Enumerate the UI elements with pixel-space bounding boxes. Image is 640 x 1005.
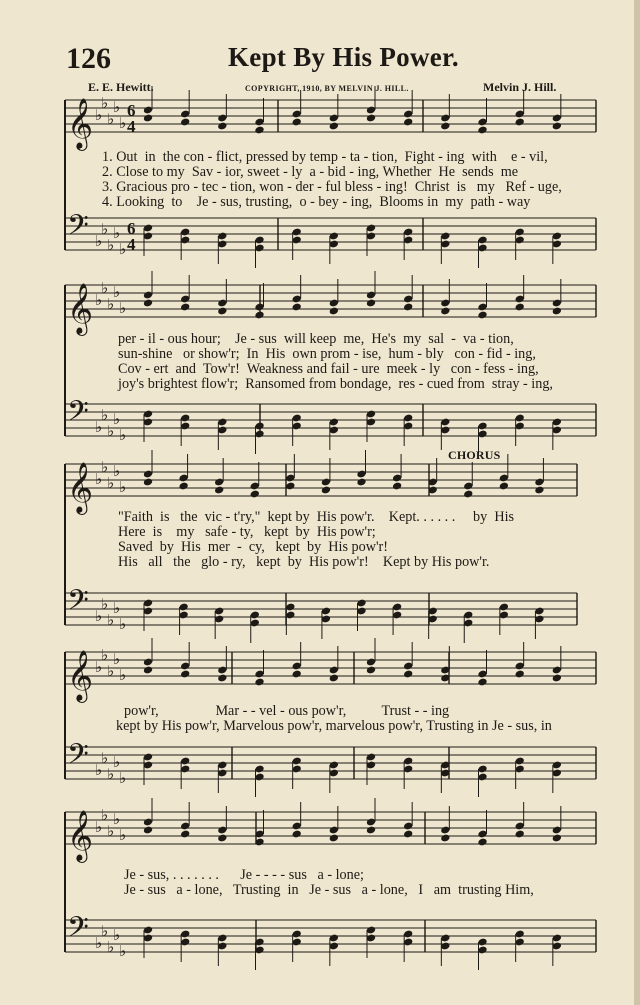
note-head bbox=[403, 303, 413, 312]
flat-icon: ♭ bbox=[119, 240, 127, 258]
note-head bbox=[329, 307, 339, 316]
note-head bbox=[292, 303, 302, 312]
note-head bbox=[254, 126, 264, 135]
note-head bbox=[440, 307, 450, 316]
note-head bbox=[143, 666, 153, 675]
note-head bbox=[217, 307, 227, 316]
time-signature-top: 6 bbox=[127, 219, 136, 238]
note-head bbox=[214, 486, 224, 495]
note-head bbox=[515, 303, 525, 312]
note-head bbox=[534, 486, 544, 495]
note-head bbox=[254, 678, 264, 687]
note-head bbox=[403, 670, 413, 679]
composer: Melvin J. Hill. bbox=[483, 80, 557, 94]
note-head bbox=[178, 482, 188, 491]
flat-icon: ♭ bbox=[113, 410, 121, 428]
note-head bbox=[477, 678, 487, 687]
time-signature-bottom: 4 bbox=[127, 235, 136, 254]
lyric-line: 4. Looking to Je - sus, trusting, o - bey - ing, Blooms in my path - way bbox=[102, 194, 531, 210]
flat-icon: ♭ bbox=[113, 283, 121, 301]
note-head bbox=[292, 670, 302, 679]
note-head bbox=[552, 674, 562, 683]
lyric-line: sun-shine or show'r; In His own prom - ise, hum - bly con - fid - ing, bbox=[118, 346, 536, 362]
bass-clef-icon: 𝄢 bbox=[67, 911, 89, 951]
lyric-line: Je - sus a - lone, Trusting in Je - sus a - lone, I am trusting Him, bbox=[124, 882, 534, 898]
note-head bbox=[515, 118, 525, 127]
flat-icon: ♭ bbox=[107, 295, 115, 313]
flat-icon: ♭ bbox=[119, 426, 127, 444]
note-head bbox=[180, 830, 190, 839]
flat-icon: ♭ bbox=[101, 749, 109, 767]
note-head bbox=[440, 834, 450, 843]
hymn-title: Kept By His Power. bbox=[228, 42, 459, 72]
lyric-line: kept by His pow'r, Marvelous pow'r, marvelous pow'r, Trusting in Je - sus, in bbox=[116, 718, 552, 734]
flat-icon: ♭ bbox=[101, 646, 109, 664]
bass-clef-icon: 𝄢 bbox=[67, 209, 89, 249]
lyric-line: Cov - ert and Tow'r! Weakness and fail - ure meek - ly con - fess - ing, bbox=[118, 361, 539, 377]
note-head bbox=[180, 118, 190, 127]
flat-icon: ♭ bbox=[95, 106, 103, 124]
flat-icon: ♭ bbox=[113, 98, 121, 116]
lyric-line: joy's brightest flow'r; Ransomed from bondage, res - cued from stray - ing, bbox=[118, 376, 553, 392]
flat-icon: ♭ bbox=[95, 418, 103, 436]
note-head bbox=[477, 126, 487, 135]
note-head bbox=[329, 834, 339, 843]
treble-clef-icon: 𝄞 bbox=[67, 283, 94, 334]
flat-icon: ♭ bbox=[107, 765, 115, 783]
flat-icon: ♭ bbox=[119, 478, 127, 496]
note-head bbox=[366, 299, 376, 308]
flat-icon: ♭ bbox=[113, 224, 121, 242]
note-head bbox=[285, 482, 295, 491]
flat-icon: ♭ bbox=[95, 470, 103, 488]
note-head bbox=[254, 311, 264, 320]
bass-clef-icon: 𝄢 bbox=[67, 395, 89, 435]
note-head bbox=[143, 114, 153, 123]
note-head bbox=[321, 486, 331, 495]
time-signature-top: 6 bbox=[127, 101, 136, 120]
note-head bbox=[477, 838, 487, 847]
flat-icon: ♭ bbox=[101, 595, 109, 613]
note-head bbox=[366, 666, 376, 675]
bass-clef-icon: 𝄢 bbox=[67, 738, 89, 778]
note-head bbox=[552, 834, 562, 843]
hymn-number: 126 bbox=[66, 42, 111, 75]
lyric-line: His all the glo - ry, kept by His pow'r! Kept by His pow'r. bbox=[118, 554, 490, 570]
note-head bbox=[440, 122, 450, 131]
treble-clef-icon: 𝄞 bbox=[67, 98, 94, 149]
note-head bbox=[515, 670, 525, 679]
note-head bbox=[329, 122, 339, 131]
flat-icon: ♭ bbox=[107, 474, 115, 492]
author: E. E. Hewitt. bbox=[88, 80, 154, 94]
copyright-notice: COPYRIGHT, 1910, BY MELVIN J. HILL. bbox=[245, 84, 409, 93]
flat-icon: ♭ bbox=[101, 922, 109, 940]
flat-icon: ♭ bbox=[101, 220, 109, 238]
note-head bbox=[366, 114, 376, 123]
note-head bbox=[143, 478, 153, 487]
note-head bbox=[515, 830, 525, 839]
flat-icon: ♭ bbox=[95, 818, 103, 836]
treble-clef-icon: 𝄞 bbox=[67, 462, 94, 513]
flat-icon: ♭ bbox=[113, 926, 121, 944]
time-signature-bottom: 4 bbox=[127, 117, 136, 136]
flat-icon: ♭ bbox=[107, 110, 115, 128]
chorus-label: CHORUS bbox=[448, 448, 501, 462]
note-head bbox=[552, 122, 562, 131]
flat-icon: ♭ bbox=[107, 662, 115, 680]
note-head bbox=[143, 826, 153, 835]
lyric-line: Saved by His mer - cy, kept by His pow'r! bbox=[118, 539, 388, 555]
flat-icon: ♭ bbox=[119, 615, 127, 633]
flat-icon: ♭ bbox=[107, 938, 115, 956]
note-head bbox=[180, 670, 190, 679]
treble-clef-icon: 𝄞 bbox=[67, 650, 94, 701]
note-head bbox=[250, 490, 260, 499]
flat-icon: ♭ bbox=[101, 94, 109, 112]
note-head bbox=[366, 826, 376, 835]
flat-icon: ♭ bbox=[95, 934, 103, 952]
flat-icon: ♭ bbox=[113, 753, 121, 771]
note-head bbox=[292, 118, 302, 127]
lyric-line: "Faith is the vic - t'ry," kept by His pow'r. Kept. . . . . . by His bbox=[118, 509, 515, 525]
note-head bbox=[463, 490, 473, 499]
flat-icon: ♭ bbox=[113, 599, 121, 617]
flat-icon: ♭ bbox=[95, 232, 103, 250]
treble-clef-icon: 𝄞 bbox=[67, 810, 94, 861]
flat-icon: ♭ bbox=[95, 761, 103, 779]
flat-icon: ♭ bbox=[119, 826, 127, 844]
note-head bbox=[143, 299, 153, 308]
flat-icon: ♭ bbox=[101, 279, 109, 297]
note-head bbox=[180, 303, 190, 312]
note-head bbox=[292, 830, 302, 839]
lyric-line: 2. Close to my Sav - ior, sweet - ly a - bid - ing, Whether He sends me bbox=[102, 164, 519, 180]
flat-icon: ♭ bbox=[119, 299, 127, 317]
flat-icon: ♭ bbox=[119, 942, 127, 960]
lyric-line: Je - sus, . . . . . . . Je - - - - sus a - lone; bbox=[124, 867, 364, 883]
bass-clef-icon: 𝄢 bbox=[67, 584, 89, 624]
lyric-line: Here is my safe - ty, kept by His pow'r; bbox=[118, 524, 376, 540]
note-head bbox=[217, 122, 227, 131]
flat-icon: ♭ bbox=[107, 822, 115, 840]
flat-icon: ♭ bbox=[107, 236, 115, 254]
note-head bbox=[392, 482, 402, 491]
flat-icon: ♭ bbox=[113, 810, 121, 828]
flat-icon: ♭ bbox=[101, 806, 109, 824]
flat-icon: ♭ bbox=[119, 666, 127, 684]
note-head bbox=[499, 482, 509, 491]
note-head bbox=[329, 674, 339, 683]
flat-icon: ♭ bbox=[113, 650, 121, 668]
note-head bbox=[477, 311, 487, 320]
note-head bbox=[403, 830, 413, 839]
note-head bbox=[217, 834, 227, 843]
note-head bbox=[217, 674, 227, 683]
note-head bbox=[552, 307, 562, 316]
flat-icon: ♭ bbox=[107, 611, 115, 629]
flat-icon: ♭ bbox=[107, 422, 115, 440]
flat-icon: ♭ bbox=[101, 406, 109, 424]
flat-icon: ♭ bbox=[119, 769, 127, 787]
lyric-line: pow'r, Mar - - vel - ous pow'r, Trust - - ing bbox=[124, 703, 450, 719]
flat-icon: ♭ bbox=[119, 114, 127, 132]
flat-icon: ♭ bbox=[95, 291, 103, 309]
flat-icon: ♭ bbox=[95, 658, 103, 676]
lyric-line: 3. Gracious pro - tec - tion, won - der - ful bless - ing! Christ is my Ref - uge, bbox=[102, 179, 562, 195]
flat-icon: ♭ bbox=[113, 462, 121, 480]
lyric-line: per - il - ous hour; Je - sus will keep me, He's my sal - va - tion, bbox=[118, 331, 514, 347]
flat-icon: ♭ bbox=[95, 607, 103, 625]
lyric-line: 1. Out in the con - flict, pressed by temp - ta - tion, Fight - ing with e - vil, bbox=[102, 149, 548, 165]
note-head bbox=[403, 118, 413, 127]
note-head bbox=[356, 478, 366, 487]
flat-icon: ♭ bbox=[101, 458, 109, 476]
